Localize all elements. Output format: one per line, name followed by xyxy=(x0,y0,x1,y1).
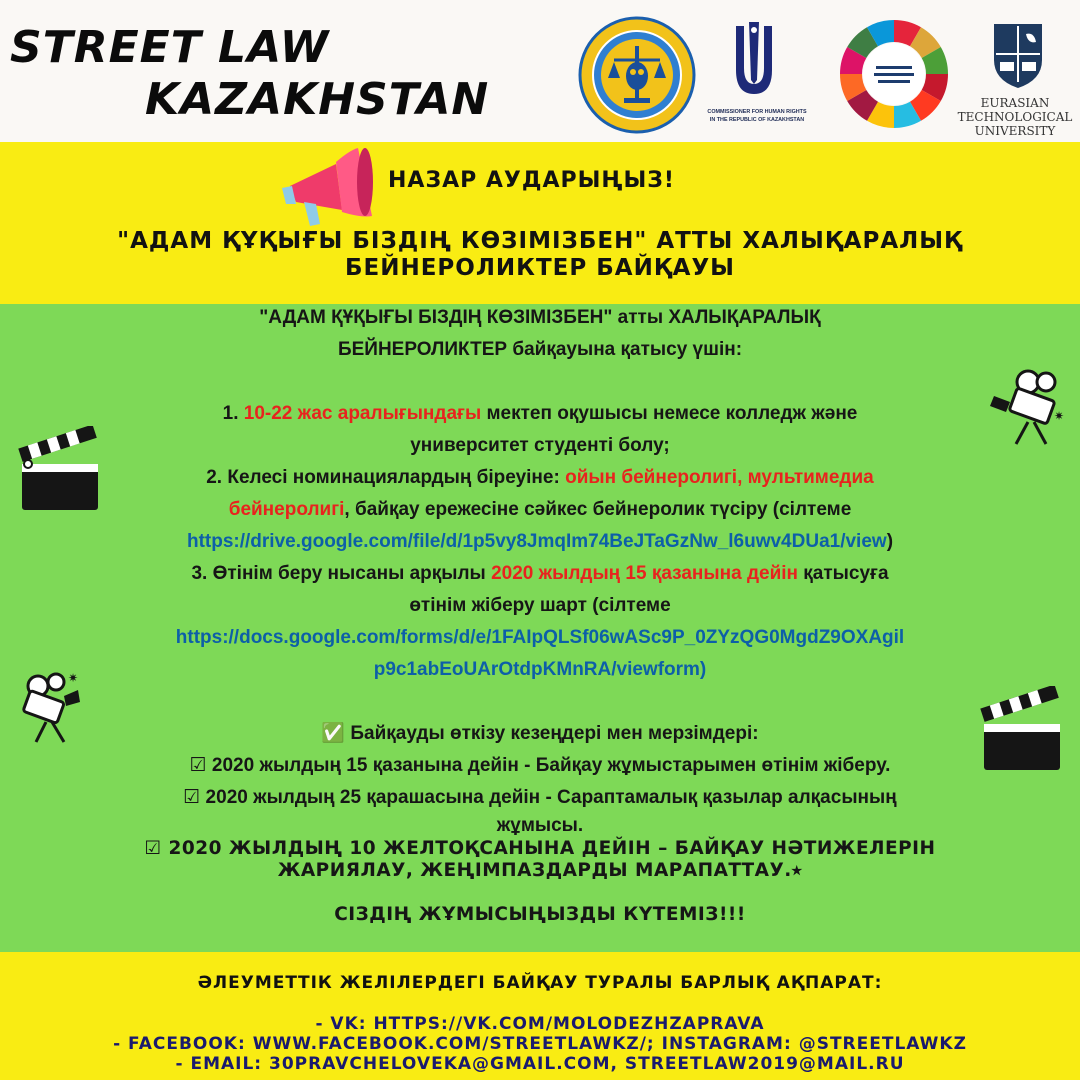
clapperboard-icon xyxy=(8,426,108,516)
stage-2: ☑ 2020 жылдың 25 қарашасына дейін - Сараптамалық қазылар алқасының xyxy=(183,787,897,808)
requirement-3-line-2: өтінім жіберу шарт (сілтеме xyxy=(409,595,671,616)
stage-1: ☑ 2020 жылдың 15 қазанына дейін - Байқау жұмыстарымен өтінім жіберу. xyxy=(189,755,891,776)
brand-line-2: KAZAKHSTAN xyxy=(145,74,490,125)
social-info xyxy=(20,972,1060,1074)
application-form-link-cont[interactable]: p9c1abEoUArOtdpKMnRA/viewform) xyxy=(373,659,707,680)
rules-link[interactable]: https://drive.google.com/file/d/1p5vy8JmqIm74BeJTaGzNw_l6uwv4DUa1/view xyxy=(186,531,887,552)
contest-title xyxy=(60,228,1020,282)
contest-title-line-2: БЕЙНЕРОЛИКТЕР БАЙҚАУЫ xyxy=(344,255,736,281)
brand-line-1: STREET LAW xyxy=(10,22,330,73)
svg-text:✷: ✷ xyxy=(1054,409,1065,423)
social-heading: ӘЛЕУМЕТТІК ЖЕЛІЛЕРДЕГІ БАЙҚАУ ТУРАЛЫ БАРЛЫҚ АҚПАРАТ: xyxy=(197,973,883,993)
requirement-1: 1. 10-22 жас аралығындағы мектеп оқушысы немесе колледж және xyxy=(222,403,858,424)
commissioner-caption: COMMISSIONER FOR HUMAN RIGHTS IN THE REPUBLIC OF KAZAKHSTAN xyxy=(707,109,807,123)
deadline-highlight: 2020 жылдың 15 қазанына дейін xyxy=(491,563,799,584)
requirement-2-link-line: https://drive.google.com/file/d/1p5vy8JmqIm74BeJTaGzNw_l6uwv4DUa1/view) xyxy=(186,531,894,552)
human-rights-emblem-icon xyxy=(732,22,776,104)
intro-line-1: "АДАМ ҚҰҚЫҒЫ БІЗДІҢ КӨЗІМІЗБЕН" атты ХАЛЫҚАРАЛЫҚ xyxy=(259,307,821,328)
closing-message: СІЗДІҢ ЖҰМЫСЫҢЫЗДЫ КҮТЕМІЗ!!! xyxy=(334,904,746,925)
brand-title xyxy=(10,22,489,126)
requirement-3: 3. Өтінім беру нысаны арқылы 2020 жылдың 15 қазанына дейін қатысуға xyxy=(191,563,889,584)
film-camera-icon xyxy=(982,366,1068,446)
facebook-instagram-links[interactable]: - FACEBOOK: WWW.FACEBOOK.COM/STREETLAWKZ/; INSTAGRAM: @STREETLAWKZ xyxy=(113,1034,967,1054)
svg-text:✷: ✷ xyxy=(68,671,79,685)
requirement-2-line-2: бейнеролигі, байқау ережесіне сәйкес бейнеролик түсіру (сілтеме xyxy=(228,499,852,520)
requirement-2: 2. Келесі номинациялардың біреуіне: ойын бейнеролигі, мультимедиа xyxy=(206,467,874,488)
megaphone-icon xyxy=(276,146,380,230)
application-form-link[interactable]: https://docs.google.com/forms/d/e/1FAIpQLSf06wASc9P_0ZYzQG0MgdZ9OXAgil xyxy=(175,627,905,648)
sdg-wheel-logo xyxy=(838,18,950,130)
vk-link[interactable]: - VK: HTTPS://VK.COM/MOLODEZHZAPRAVA xyxy=(315,1014,765,1034)
nomination-highlight-1: ойын бейнеролигі, мультимедиа xyxy=(565,467,874,488)
content-text xyxy=(100,302,980,926)
students-association-logo xyxy=(578,16,696,134)
stage-3: ☑ 2020 ЖЫЛДЫҢ 10 ЖЕЛТОҚСАНЫНА ДЕЙІН – БАЙҚАУ НӘТИЖЕЛЕРІН xyxy=(144,838,936,859)
age-range-highlight: 10-22 жас аралығындағы xyxy=(243,403,482,424)
attention-heading: НАЗАР АУДАРЫҢЫЗ! xyxy=(388,168,675,193)
intro-line-2: БЕЙНЕРОЛИКТЕР байқауына қатысу үшін: xyxy=(337,339,743,360)
clapperboard-icon-right xyxy=(974,686,1074,776)
stage-2-line-2: жұмысы. xyxy=(496,815,584,836)
film-camera-icon-left xyxy=(10,666,90,746)
stage-3-line-2: ЖАРИЯЛАУ, ЖЕҢІМПАЗДАРДЫ МАРАПАТТАУ.⭑ xyxy=(277,860,803,881)
requirement-1-line-2: университет студенті болу; xyxy=(410,435,670,456)
nomination-highlight-2: бейнеролигі xyxy=(228,499,345,520)
university-caption: EURASIAN TECHNOLOGICAL UNIVERSITY xyxy=(957,96,1073,138)
stages-title: ✅ Байқауды өткізу кезеңдері мен мерзімдері: xyxy=(321,723,759,744)
contest-title-line-1: "АДАМ ҚҰҚЫҒЫ БІЗДІҢ КӨЗІМІЗБЕН" АТТЫ ХАЛЫҚАРАЛЫҚ xyxy=(117,228,963,254)
email-contacts[interactable]: - EMAIL: 30PRAVCHELOVEKA@GMAIL.COM, STREETLAW2019@MAIL.RU xyxy=(175,1054,905,1074)
university-shield-icon xyxy=(990,20,1046,90)
